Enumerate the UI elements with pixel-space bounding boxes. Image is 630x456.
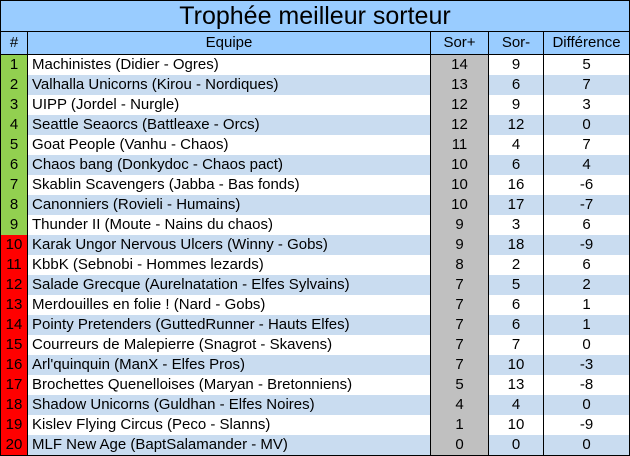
rank-cell: 14: [1, 315, 28, 335]
sor-plus-cell: 10: [431, 195, 489, 215]
rank-cell: 7: [1, 175, 28, 195]
sor-minus-cell: 17: [489, 195, 544, 215]
sor-plus-cell: 9: [431, 235, 489, 255]
table-row: [1, 395, 629, 415]
sor-plus-cell: 7: [431, 315, 489, 335]
table-row: [1, 415, 629, 435]
sor-minus-cell: 6: [489, 315, 544, 335]
sor-plus-cell: 1: [431, 415, 489, 435]
rank-cell: 4: [1, 115, 28, 135]
team-cell: Canonniers (Rovieli - Humains): [28, 195, 431, 215]
rank-cell: 15: [1, 335, 28, 355]
table-row: [1, 195, 629, 215]
sor-minus-cell: 18: [489, 235, 544, 255]
team-cell: Kislev Flying Circus (Peco - Slanns): [28, 415, 431, 435]
sor-minus-cell: 7: [489, 335, 544, 355]
sor-minus-cell: 4: [489, 395, 544, 415]
team-cell: Shadow Unicorns (Guldhan - Elfes Noires): [28, 395, 431, 415]
sor-minus-cell: 9: [489, 55, 544, 75]
team-cell: Karak Ungor Nervous Ulcers (Winny - Gobs): [28, 235, 431, 255]
team-cell: Skablin Scavengers (Jabba - Bas fonds): [28, 175, 431, 195]
sor-plus-cell: 7: [431, 355, 489, 375]
rank-cell: 20: [1, 435, 28, 455]
page-title: Trophée meilleur sorteur: [1, 1, 629, 32]
sor-minus-cell: 10: [489, 355, 544, 375]
difference-cell: 7: [582, 76, 591, 93]
team-cell: Brochettes Quenelloises (Maryan - Bretonniens): [28, 375, 431, 395]
team-cell: Pointy Pretenders (GuttedRunner - Hauts Elfes): [28, 315, 431, 335]
sor-plus-cell: 11: [431, 135, 489, 155]
rank-cell: 10: [1, 235, 28, 255]
sor-minus-cell: 9: [489, 95, 544, 115]
table-row: [1, 435, 629, 455]
sor-plus-cell: 10: [431, 155, 489, 175]
table-row: [1, 235, 629, 255]
difference-cell: 1: [582, 316, 591, 333]
difference-cell: -7: [579, 196, 594, 213]
table-row: [1, 55, 629, 75]
table-row: [1, 255, 629, 275]
sor-plus-cell: 10: [431, 175, 489, 195]
team-cell: UIPP (Jordel - Nurgle): [28, 95, 431, 115]
team-cell: Chaos bang (Donkydoc - Chaos pact): [28, 155, 431, 175]
table-row: [1, 375, 629, 395]
table-row: [1, 275, 629, 295]
difference-cell: 2: [582, 276, 591, 293]
sor-plus-cell: 13: [431, 75, 489, 95]
difference-cell: 4: [582, 156, 591, 173]
team-cell: Valhalla Unicorns (Kirou - Nordiques): [28, 75, 431, 95]
sor-minus-cell: 6: [489, 75, 544, 95]
difference-cell: -3: [579, 356, 594, 373]
difference-cell: 0: [582, 396, 591, 413]
rank-cell: 16: [1, 355, 28, 375]
sor-plus-cell: 14: [431, 55, 489, 75]
sor-minus-cell: 5: [489, 275, 544, 295]
difference-cell: -8: [579, 376, 594, 393]
table-row: [1, 175, 629, 195]
team-cell: Seattle Seaorcs (Battleaxe - Orcs): [28, 115, 431, 135]
rank-cell: 13: [1, 295, 28, 315]
difference-cell: -9: [579, 236, 594, 253]
team-cell: MLF New Age (BaptSalamander - MV): [28, 435, 431, 455]
difference-cell: 1: [582, 296, 591, 313]
difference-cell: 6: [582, 216, 591, 233]
sor-plus-cell: 12: [431, 95, 489, 115]
sor-minus-cell: 2: [489, 255, 544, 275]
sor-minus-cell: 13: [489, 375, 544, 395]
header-rank: #: [1, 32, 28, 54]
rank-cell: 1: [1, 55, 28, 75]
team-cell: Merdouilles en folie ! (Nard - Gobs): [28, 295, 431, 315]
difference-cell: 5: [582, 56, 591, 73]
rank-cell: 9: [1, 215, 28, 235]
sor-plus-cell: 7: [431, 275, 489, 295]
rank-cell: 11: [1, 255, 28, 275]
sor-minus-cell: 16: [489, 175, 544, 195]
header-difference: Différence: [544, 32, 629, 54]
difference-cell: 7: [582, 136, 591, 153]
sor-minus-cell: 0: [489, 435, 544, 455]
rank-cell: 17: [1, 375, 28, 395]
sor-plus-cell: 0: [431, 435, 489, 455]
rank-cell: 12: [1, 275, 28, 295]
team-cell: Goat People (Vanhu - Chaos): [28, 135, 431, 155]
sor-plus-cell: 5: [431, 375, 489, 395]
team-cell: Salade Grecque (Aurelnatation - Elfes Sylvains): [28, 275, 431, 295]
sor-minus-cell: 12: [489, 115, 544, 135]
table-row: [1, 335, 629, 355]
table-row: [1, 355, 629, 375]
team-cell: Machinistes (Didier - Ogres): [28, 55, 431, 75]
table-row: [1, 95, 629, 115]
difference-cell: 6: [582, 256, 591, 273]
rank-cell: 6: [1, 155, 28, 175]
table-row: [1, 295, 629, 315]
rank-cell: 18: [1, 395, 28, 415]
header-equipe: Equipe: [28, 32, 431, 54]
sor-minus-cell: 6: [489, 295, 544, 315]
sor-minus-cell: 6: [489, 155, 544, 175]
table-row: [1, 215, 629, 235]
sor-plus-cell: 7: [431, 335, 489, 355]
sor-plus-cell: 7: [431, 295, 489, 315]
sor-plus-cell: 4: [431, 395, 489, 415]
table-header-row: [1, 32, 629, 55]
sor-minus-cell: 10: [489, 415, 544, 435]
team-cell: KbbK (Sebnobi - Hommes lezards): [28, 255, 431, 275]
sor-plus-cell: 9: [431, 215, 489, 235]
sor-plus-cell: 8: [431, 255, 489, 275]
difference-cell: 0: [582, 116, 591, 133]
difference-cell: 0: [582, 436, 591, 453]
header-sor-plus: Sor+: [431, 32, 489, 54]
team-cell: Thunder II (Moute - Nains du chaos): [28, 215, 431, 235]
sor-minus-cell: 3: [489, 215, 544, 235]
rank-cell: 3: [1, 95, 28, 115]
team-cell: Arl'quinquin (ManX - Elfes Pros): [28, 355, 431, 375]
table-body: [1, 55, 629, 455]
difference-cell: 0: [582, 336, 591, 353]
table-row: [1, 135, 629, 155]
table-row: [1, 115, 629, 135]
rank-cell: 5: [1, 135, 28, 155]
table-row: [1, 155, 629, 175]
rank-cell: 8: [1, 195, 28, 215]
difference-cell: -9: [579, 416, 594, 433]
rank-cell: 19: [1, 415, 28, 435]
difference-cell: 3: [582, 96, 591, 113]
table-row: [1, 75, 629, 95]
sor-minus-cell: 4: [489, 135, 544, 155]
sor-plus-cell: 12: [431, 115, 489, 135]
table-row: [1, 315, 629, 335]
team-cell: Courreurs de Malepierre (Snagrot - Skavens): [28, 335, 431, 355]
rank-cell: 2: [1, 75, 28, 95]
header-sor-minus: Sor-: [489, 32, 544, 54]
difference-cell: -6: [579, 176, 594, 193]
